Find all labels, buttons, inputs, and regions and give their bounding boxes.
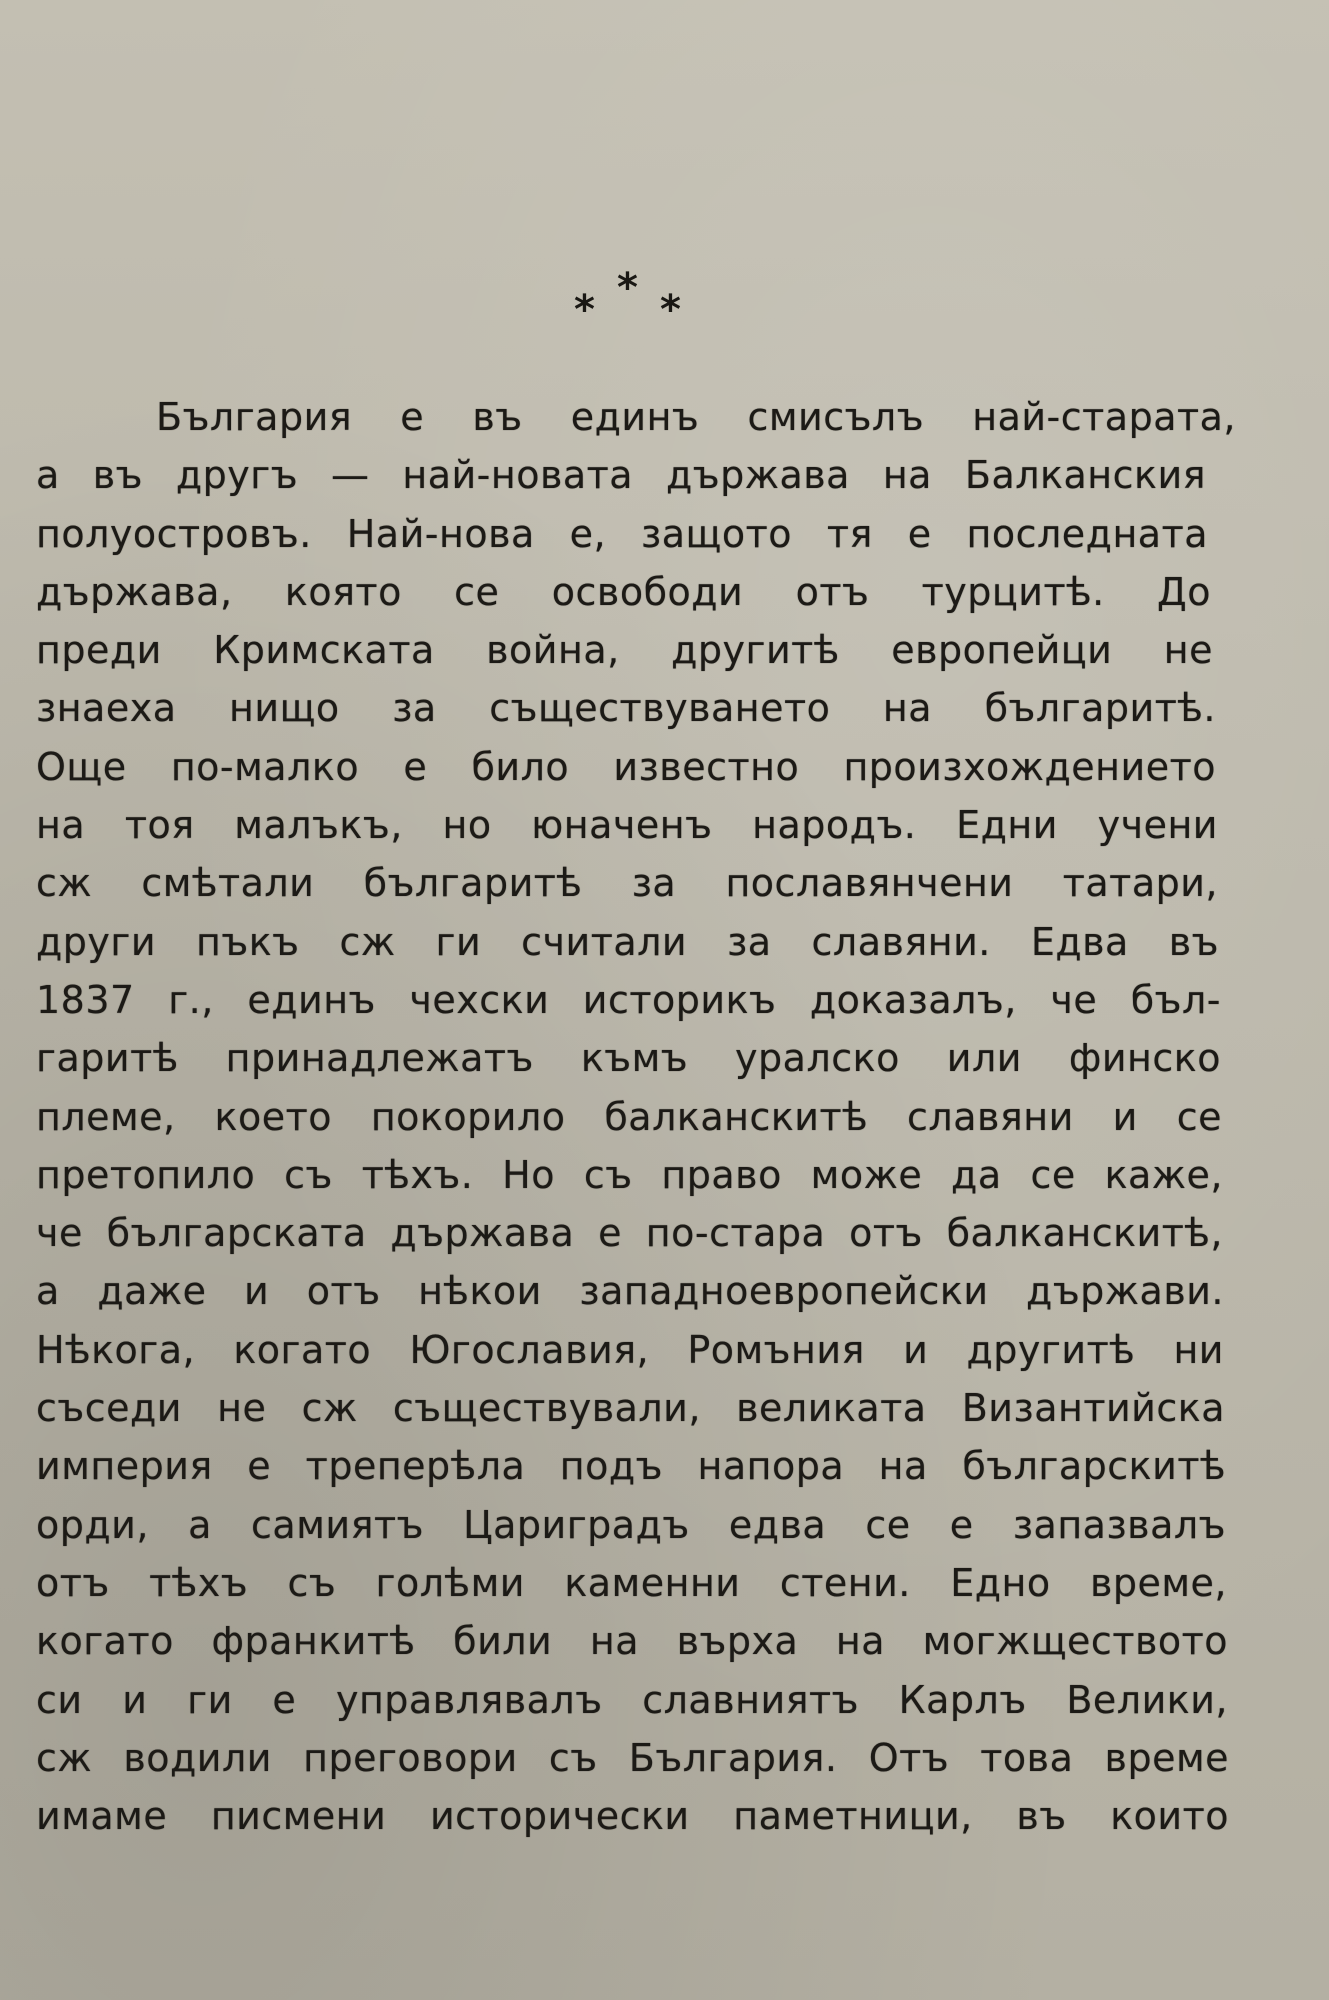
text-line: сж смѣтали българитѣ за пославянчени татари,	[36, 861, 1218, 906]
text-line: а въ другъ — най-новата държава на Балканския	[36, 453, 1206, 498]
ornament-star-top: *	[617, 265, 638, 311]
text-line: полуостровъ. Най-нова е, защото тя е последната	[36, 511, 1208, 556]
body-paragraph	[36, 388, 1236, 1845]
text-line: България е въ единъ смисълъ най-старата,	[156, 395, 1236, 439]
text-line: други пъкъ сж ги считали за славяни. Едва въ	[36, 919, 1219, 964]
text-line: преди Кримската война, другитѣ европейци не	[36, 628, 1213, 673]
text-line: отъ тѣхъ съ голѣми каменни стени. Едно време,	[36, 1560, 1227, 1605]
ornament-star-right: *	[660, 287, 681, 333]
text-line: орди, а самиятъ Цариградъ едва се е запазвалъ	[36, 1502, 1226, 1547]
text-line: племе, което покорило балканскитѣ славяни и се	[36, 1094, 1222, 1139]
text-line: претопило съ тѣхъ. Но съ право може да се каже,	[36, 1152, 1223, 1197]
text-line: империя е треперѣла подъ напора на българскитѣ	[36, 1444, 1226, 1489]
text-line: Нѣкога, когато Югославия, Ромъния и другитѣ ни	[36, 1327, 1224, 1372]
text-line: си и ги е управлявалъ славниятъ Карлъ Велики,	[36, 1677, 1228, 1722]
text-line: когато франкитѣ били на върха на могжществото	[36, 1619, 1228, 1664]
text-line: съседи не сж съществували, великата Византийска	[36, 1386, 1225, 1431]
text-line: имаме писмени исторически паметници, въ които	[36, 1794, 1229, 1839]
text-line: сж водили преговори съ България. Отъ това време	[36, 1735, 1229, 1780]
text-line: че българската държава е по-стара отъ балканскитѣ,	[36, 1211, 1223, 1256]
text-line: на тоя малъкъ, но юначенъ народъ. Едни учени	[36, 803, 1218, 848]
text-line: Още по-малко е било известно произхождението	[36, 744, 1216, 789]
section-ornament	[0, 265, 1329, 348]
text-line: знаеха нищо за съществуването на българитѣ.	[36, 686, 1216, 731]
text-line: държава, която се освободи отъ турцитѣ. До	[36, 569, 1211, 614]
ornament-star-left: *	[574, 287, 595, 333]
text-line: 1837 г., единъ чехски историкъ доказалъ, че бъл-	[36, 977, 1221, 1022]
text-line: гаритѣ принадлежатъ къмъ уралско или финско	[36, 1036, 1221, 1081]
text-line: а даже и отъ нѣкои западноевропейски държави.	[36, 1269, 1224, 1314]
